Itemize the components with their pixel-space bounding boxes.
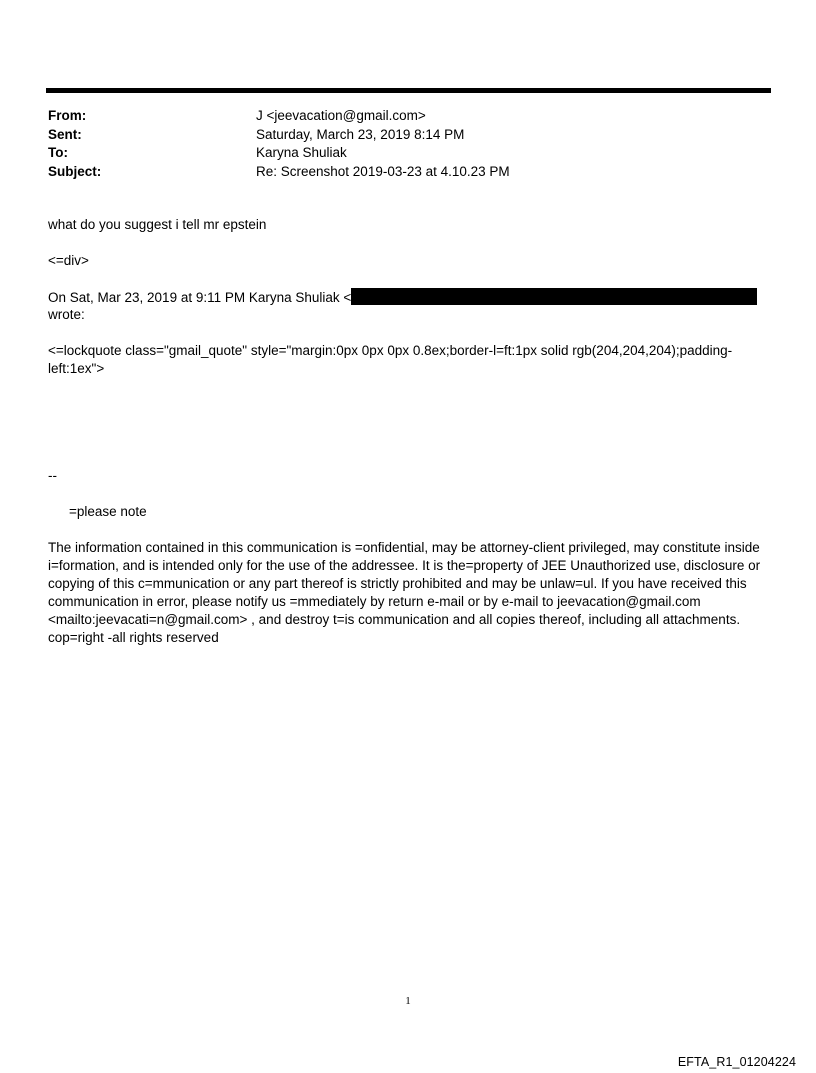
please-note: =please note	[69, 504, 147, 519]
message-line: what do you suggest i tell mr epstein	[48, 217, 267, 232]
to-value: Karyna Shuliak	[256, 145, 347, 160]
from-row	[48, 107, 748, 126]
quote-intro-text: On Sat, Mar 23, 2019 at 9:11 PM Karyna Shuliak <	[48, 290, 352, 305]
sent-row	[48, 126, 748, 145]
from-label: From:	[48, 108, 87, 123]
div-tag-line: <=div>	[48, 253, 89, 268]
email-header	[48, 107, 748, 181]
bates-number: EFTA_R1_01204224	[677, 1055, 796, 1069]
from-value: J <jeevacation@gmail.com>	[256, 108, 426, 123]
blockquote-line-1: <=lockquote class="gmail_quote" style="margin:0px 0px 0px 0.8ex;border-l=ft:1px solid rgb(204,204,204);padding-	[48, 343, 733, 358]
to-row	[48, 144, 748, 163]
page-number: 1	[405, 995, 411, 1007]
signature-dashes: --	[48, 468, 57, 483]
quote-wrote-line: wrote:	[48, 307, 85, 322]
subject-row	[48, 163, 748, 182]
header-rule	[46, 88, 771, 93]
redaction-bar	[351, 288, 757, 305]
disclaimer-paragraph: The information contained in this communication is =onfidential, may be attorney-client privileged, may constitute inside i=formation, and is intended only for the use of the addressee. It is the=property of JEE Unauthorized use, disclosure or copying of this c=mmunication or any part thereof is strictly prohibited and may be unlaw=ul. If you have received this communication in error, please notify us =mmediately by return e-mail or by e-mail to jeevacation@gmail.com <mailto:jeevacati=n@gmail.com> , and destroy t=is communication and all copies thereof, including all attachments. cop=right -all rights reserved	[48, 540, 761, 645]
subject-label: Subject:	[48, 163, 102, 179]
quote-intro-line	[48, 288, 773, 307]
subject-value: Re: Screenshot 2019-03-23 at 4.10.23 PM	[256, 163, 510, 179]
blockquote-line-2: left:1ex">	[48, 361, 105, 376]
to-label: To:	[48, 145, 68, 160]
sent-label: Sent:	[48, 126, 82, 142]
sent-value: Saturday, March 23, 2019 8:14 PM	[256, 126, 465, 142]
